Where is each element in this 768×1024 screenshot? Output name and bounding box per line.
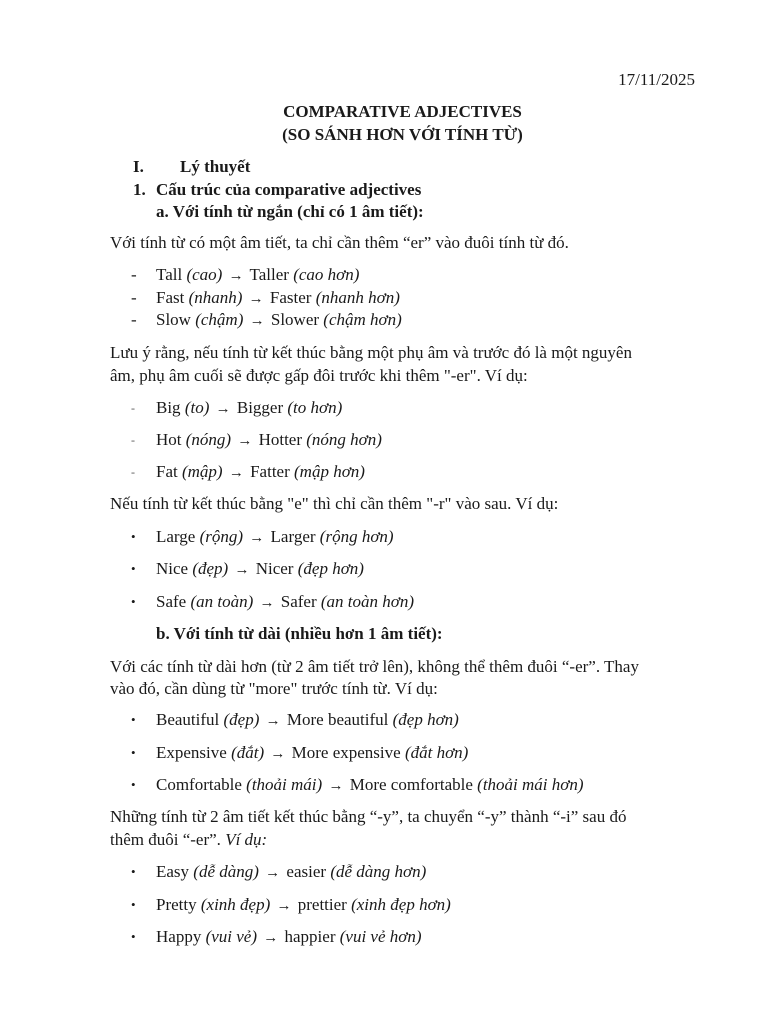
list-item: Hot (nóng) → Hotter (nóng hơn)	[156, 430, 382, 449]
list-item: Big (to) → Bigger (to hơn)	[156, 398, 343, 417]
list-item: Beautiful (đẹp) → More beautiful (đẹp hơn)	[156, 710, 459, 729]
paragraph-y-ending-line-1: Những tính từ 2 âm tiết kết thúc bằng “-y”, ta chuyển “-y” thành “-i” sau đó	[110, 807, 627, 826]
arrow-icon: →	[249, 313, 265, 329]
heading-long-adjectives: b. Với tính từ dài (nhiều hơn 1 âm tiết):	[156, 624, 443, 643]
arrow-icon: →	[237, 433, 253, 449]
paragraph-short-rule: Với tính từ có một âm tiết, ta chỉ cần thêm “er” vào đuôi tính từ đó.	[110, 233, 569, 252]
list-item: Expensive (đắt) → More expensive (đắt hơn)	[156, 743, 469, 762]
arrow-icon: →	[228, 465, 244, 481]
list-item: Fat (mập) → Fatter (mập hơn)	[156, 462, 365, 481]
list-marker: -	[131, 433, 135, 447]
bullet-icon: •	[131, 712, 136, 727]
arrow-icon: →	[276, 898, 292, 914]
arrow-icon: →	[270, 746, 286, 762]
list-item: Safe (an toàn) → Safer (an toàn hơn)	[156, 592, 415, 611]
arrow-icon: →	[328, 778, 344, 794]
list-item: Large (rộng) → Larger (rộng hơn)	[156, 527, 394, 546]
title-line-2: (SO SÁNH HƠN VỚI TÍNH TỪ)	[282, 125, 523, 144]
subsection-number: 1.	[133, 180, 146, 199]
bullet-icon: •	[131, 529, 136, 544]
list-marker: -	[131, 401, 135, 415]
section-title: Lý thuyết	[180, 157, 251, 176]
paragraph-e-ending: Nếu tính từ kết thúc bằng "e" thì chỉ cần thêm "-r" vào sau. Ví dụ:	[110, 494, 559, 513]
bullet-icon: •	[131, 745, 136, 760]
arrow-icon: →	[263, 930, 279, 946]
arrow-icon: →	[248, 291, 264, 307]
list-item: Easy (dễ dàng) → easier (dễ dàng hơn)	[156, 862, 427, 881]
list-item: Happy (vui vẻ) → happier (vui vẻ hơn)	[156, 927, 422, 946]
list-marker: -	[131, 465, 135, 479]
title-line-1: COMPARATIVE ADJECTIVES	[283, 102, 522, 121]
bullet-icon: •	[131, 897, 136, 912]
list-item: Fast (nhanh) → Faster (nhanh hơn)	[156, 288, 400, 307]
arrow-icon: →	[228, 268, 244, 284]
heading-short-adjectives: a. Với tính từ ngắn (chỉ có 1 âm tiết):	[156, 202, 424, 221]
list-marker: -	[131, 288, 137, 307]
arrow-icon: →	[249, 530, 265, 546]
arrow-icon: →	[265, 865, 281, 881]
list-marker: -	[131, 310, 137, 329]
list-item: Nice (đẹp) → Nicer (đẹp hơn)	[156, 559, 364, 578]
arrow-icon: →	[259, 595, 275, 611]
arrow-icon: →	[265, 713, 281, 729]
arrow-icon: →	[215, 401, 231, 417]
bullet-icon: •	[131, 594, 136, 609]
paragraph-long-rule-line-2: vào đó, cần dùng từ "more" trước tính từ. Ví dụ:	[110, 679, 438, 698]
arrow-icon: →	[234, 562, 250, 578]
bullet-icon: •	[131, 929, 136, 944]
list-item: Comfortable (thoải mái) → More comfortable (thoải mái hơn)	[156, 775, 584, 794]
paragraph-long-rule-line-1: Với các tính từ dài hơn (từ 2 âm tiết trở lên), không thể thêm đuôi “-er”. Thay	[110, 657, 639, 676]
date: 17/11/2025	[618, 70, 695, 89]
bullet-icon: •	[131, 777, 136, 792]
list-item: Tall (cao) → Taller (cao hơn)	[156, 265, 360, 284]
bullet-icon: •	[131, 561, 136, 576]
list-item: Slow (chậm) → Slower (chậm hơn)	[156, 310, 402, 329]
bullet-icon: •	[131, 864, 136, 879]
list-item: Pretty (xinh đẹp) → prettier (xinh đẹp hơn)	[156, 895, 451, 914]
paragraph-double-consonant-line-1: Lưu ý rằng, nếu tính từ kết thúc bằng một phụ âm và trước đó là một nguyên	[110, 343, 632, 362]
paragraph-y-ending-line-2: thêm đuôi “-er”. Ví dụ:	[110, 830, 268, 849]
section-number: I.	[133, 157, 144, 176]
subsection-title: Cấu trúc của comparative adjectives	[156, 180, 422, 199]
paragraph-double-consonant-line-2: âm, phụ âm cuối sẽ được gấp đôi trước khi thêm "-er". Ví dụ:	[110, 366, 528, 385]
list-marker: -	[131, 265, 137, 284]
